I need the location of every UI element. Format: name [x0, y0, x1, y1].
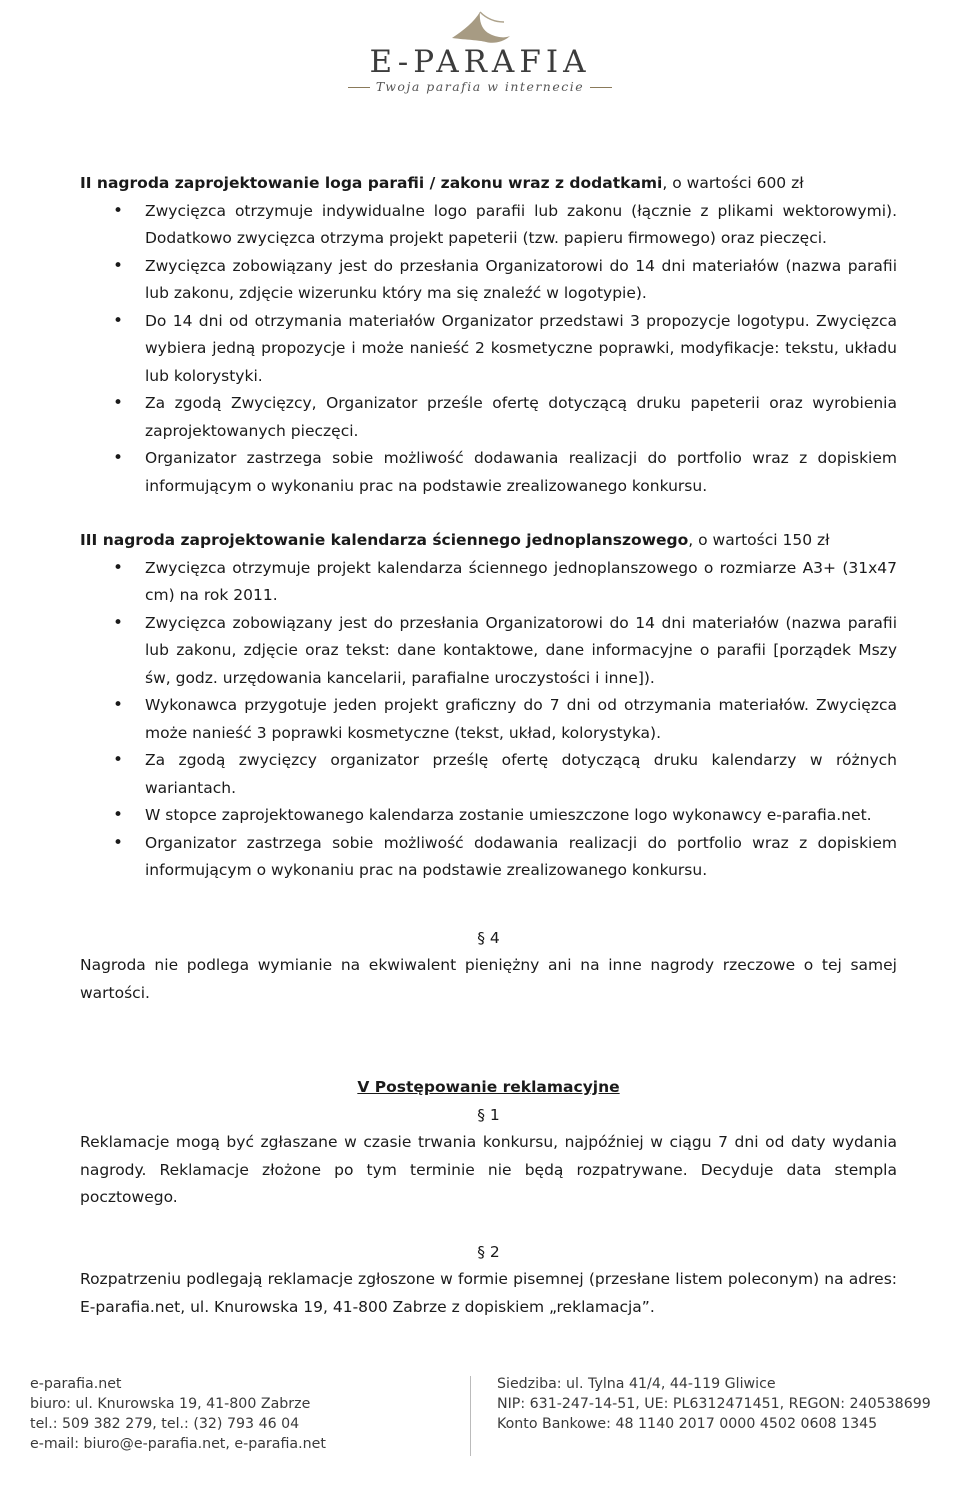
- list-item: • W stopce zaprojektowanego kalendarza zostanie umieszczone logo wykonawcy e-parafia.net.: [80, 802, 897, 830]
- paragraph-text: Reklamacje mogą być zgłaszane w czasie trwania konkursu, najpóźniej w ciągu 7 dni od daty wydania nagrody. Reklamacje złożone po tym terminie nie będą rozpatrywane. Decyduje data stempla pocztowego.: [80, 1133, 897, 1206]
- list-item: • Organizator zastrzega sobie możliwość dodawania realizacji do portfolio wraz z dopiskiem informującym o wykonaniu prac na podstawie zrealizowanego konkursu.: [80, 830, 897, 885]
- list-item: • Zwycięzca otrzymuje indywidualne logo parafii lub zakonu (łącznie z plikami wektorowymi). Dodatkowo zwycięzca otrzyma projekt papeterii (tzw. papieru firmowego) oraz pieczęci.: [80, 198, 897, 253]
- footer-headquarters: Siedziba: ul. Tylna 41/4, 44-119 Gliwice: [497, 1376, 776, 1392]
- footer-tax-ids: NIP: 631-247-14-51, UE: PL6312471451, REGON: 240538699: [497, 1396, 931, 1412]
- prize2-list: [80, 198, 897, 501]
- list-item: • Za zgodą zwycięzcy organizator prześlę ofertę dotyczącą druku kalendarzy w różnych wariantach.: [80, 747, 897, 802]
- footer-phone: tel.: 509 382 279, tel.: (32) 793 46 04: [30, 1416, 300, 1432]
- logo-subtitle: Twoja parafia w internecie: [0, 79, 960, 94]
- paragraph-sign: § 1: [477, 1105, 500, 1124]
- footer-divider: [470, 1376, 471, 1456]
- list-item: • Zwycięzca zobowiązany jest do przesłania Organizatorowi do 14 dni materiałów (nazwa parafii lub zakonu, zdjęcie oraz tekst: dane kontaktowe, dane informacyjne o parafii [porządek Mszy św, godz. urzędowania kancelarii, parafialne uroczystości i inne]).: [80, 610, 897, 693]
- section-title: V Postępowanie reklamacyjne: [357, 1078, 620, 1096]
- footer: [0, 1362, 960, 1485]
- prize3-list: [80, 555, 897, 885]
- list-item: • Do 14 dni od otrzymania materiałów Organizator przedstawi 3 propozycje logotypu. Zwycięzca wybiera jedną propozycje i może nanieść 2 kosmetyczne poprawki, modyfikacje: tekstu, układu lub kolorystyki.: [80, 308, 897, 391]
- paragraph-sign: § 2: [477, 1242, 500, 1261]
- paragraph-sign: § 4: [477, 928, 500, 947]
- footer-website: e-parafia.net: [30, 1376, 122, 1392]
- footer-bank-account: Konto Bankowe: 48 1140 2017 0000 4502 0608 1345: [497, 1416, 878, 1432]
- paragraph-text: Rozpatrzeniu podlegają reklamacje zgłoszone w formie pisemnej (przesłane listem poleconym) na adres: E-parafia.net, ul. Knurowska 19, 41-800 Zabrze z dopiskiem „reklamacja”.: [80, 1270, 897, 1316]
- list-item: • Za zgodą Zwycięzcy, Organizator prześle ofertę dotyczącą druku papeterii oraz wyrobienia zaprojektowanych pieczęci.: [80, 390, 897, 445]
- header-logo: [0, 0, 960, 110]
- list-item: • Wykonawca przygotuje jeden projekt graficzny do 7 dni od otrzymania materiałów. Zwycięzca może nanieść 3 poprawki kosmetyczne (tekst, układ, kolorystyka).: [80, 692, 897, 747]
- prize2-heading: II nagroda zaprojektowanie loga parafii / zakonu wraz z dodatkami, o wartości 600 zł: [80, 174, 804, 192]
- paragraph-text: Nagroda nie podlega wymianie na ekwiwalent pieniężny ani na inne nagrody rzeczowe o tej samej wartości.: [80, 956, 897, 1002]
- footer-company: [497, 1374, 931, 1434]
- footer-email: e-mail: biuro@e-parafia.net, e-parafia.net: [30, 1436, 326, 1452]
- logo-title: E-PARAFIA: [369, 44, 591, 80]
- footer-contact: [30, 1374, 326, 1454]
- list-item: • Zwycięzca otrzymuje projekt kalendarza ściennego jednoplanszowego o rozmiarze A3+ (31x47 cm) na rok 2011.: [80, 555, 897, 610]
- prize3-heading: III nagroda zaprojektowanie kalendarza ściennego jednoplanszowego, o wartości 150 zł: [80, 531, 830, 549]
- footer-office-address: biuro: ul. Knurowska 19, 41-800 Zabrze: [30, 1396, 311, 1412]
- list-item: • Organizator zastrzega sobie możliwość dodawania realizacji do portfolio wraz z dopiskiem informującym o wykonaniu prac na podstawie zrealizowanego konkursu.: [80, 445, 897, 500]
- document-body: [80, 170, 897, 1321]
- list-item: • Zwycięzca zobowiązany jest do przesłania Organizatorowi do 14 dni materiałów (nazwa parafii lub zakonu, zdjęcie wizerunku który ma się znaleźć w logotypie).: [80, 253, 897, 308]
